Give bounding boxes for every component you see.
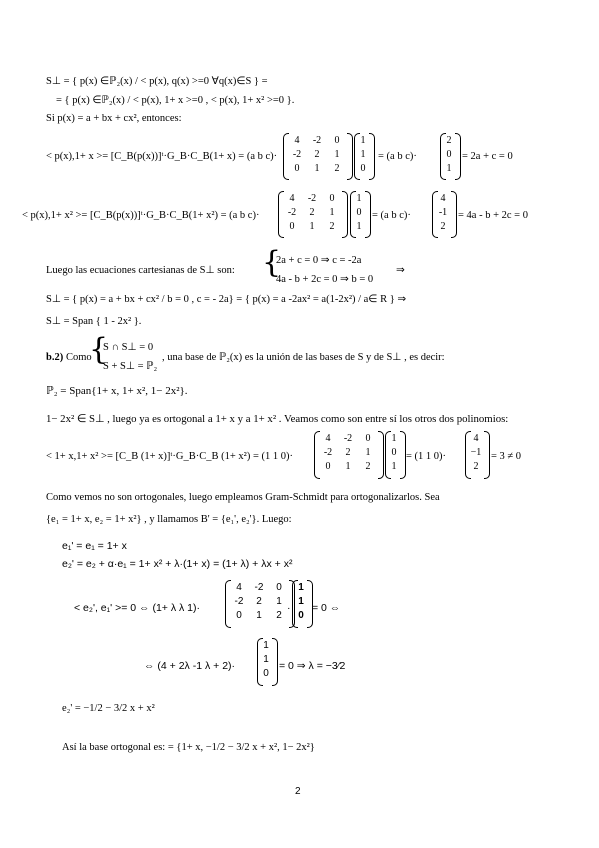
s-perp-definition-cont: = { p(x) ∈ℙ₂(x) / < p(x), 1+ x >=0 , < p(x), 1+ x² >=0 }.	[56, 95, 295, 106]
vector-1: 1 1 0	[360, 135, 366, 174]
gram-matrix-4: 4 -2 0 -2 2 1 0 1 2	[234, 582, 282, 621]
inner-product-2: < p(x),1+ x² >= [C_B(p(x))]ᵗ·G_B·C_B(1+ x²) = (a b c)·	[22, 210, 260, 221]
orthogonality-note: 1− 2x² ∈ S⊥ , luego ya es ortogonal a 1+ x y a 1+ x² . Veamos como son entre sí los otros dos polinomios:	[46, 413, 509, 425]
vector-5: 1 0 1	[391, 433, 397, 472]
lambda-equation: ⇔ (4 + 2λ -1 λ + 2)·	[144, 660, 236, 672]
vector-6: 4 −1 2	[470, 433, 482, 472]
vector-8: 1 1 0	[263, 640, 269, 679]
vector-7: 1 1 0	[298, 582, 304, 621]
s-perp-definition: S⊥ = { p(x) ∈ℙ₂(x) / < p(x), q(x) >=0 ∀q(x)∈S } =	[46, 76, 268, 87]
gram-matrix-1: 4 -2 0 -2 2 1 0 1 2	[292, 135, 340, 174]
p-definition: Si p(x) = a + bx + cx², entonces:	[46, 113, 182, 124]
document-page: S⊥ = { p(x) ∈ℙ₂(x) / < p(x), q(x) >=0 ∀q(x)∈S } = = { p(x) ∈ℙ₂(x) / < p(x), 1+ x >=0 , < p(x), 1+ x² >=0 }. Si p(x) = a + bx + cx², entonces: < p(x),1+ x >= [C_B(p(x))]ᵗ·G_B·C_B(1+ x) = (a b c)· 4 -2 0 -2 2 1 0 1 2 1 1 0 = (a b c)· 2 0 1 = 2a + c = 0 < p(x),1+ x² >= [C_B(p(x))]ᵗ·G_B·C_B(1+ x²) = (a b c)· 4 -2 0 -2 2 1 0 1 2 1 0 1 = (a b c)· 4 -1 2 = 4a - b + 2c = 0 Luego las ecuaciones cartesianas de S⊥ son: { 2a + c = 0 ⇒ c = -2a 4a - b + 2c = 0 ⇒ b = 0 ⇒ S⊥ = { p(x) = a + bx + cx² / b = 0 , c = - 2a} = { p(x) = a -2ax² = a(1-2x²) / a∈ R } ⇒ S⊥ = Span { 1 - 2x² }. b.2) Como { S ∩ S⊥ = 0 S + S⊥ = ℙ₂ , una base de ℙ₂(x) es la unión de las bases de S y de S⊥ , es decir: ℙ₂ = Span{1+ x, 1+ x², 1− 2x²}. 1− 2x² ∈ S⊥ , luego ya es ortogonal a 1+ x y a 1+ x² . Veamos como son entre sí los otros dos polinomios: < 1+ x,1+ x² >= [C_B (1+ x)]ᵗ·G_B·C_B (1+ x²) = (1 1 0)· 4 -2 0 -2 2 1 0 1 2 1 0 1 = (1 1 0)· 4 −1 2 = 3 ≠ 0 Como vemos no son ortogonales, luego empleamos Gram-Schmidt para ortogonalizarlos. Sea {e₁ = 1+ x, e₂ = 1+ x²} , y llamamos B' = {e₁', e₂'}. Luego: e₁' = e₁ = 1+ x e₂' = e₂ + α·e₁ = 1+ x² + λ·(1+ x) = (1+ λ) + λx + x² < e₂', e₁' >= 0 ⇔ (1+ λ λ 1)· 4 -2 0 -2 2 1 0 1 2 · 1 1 0 = 0 ⇔ ⇔ (4 + 2λ -1 λ + 2)· 1 1 0 = 0 ⇒ λ = −3⁄2 e₂' = −1/2 − 3/2 x + x² Así la base ortogonal es: = {1+ x, −1/2 − 3/2 x + x², 1− 2x²} 2	[22, 76, 528, 797]
cartesian-equations-label: Luego las ecuaciones cartesianas de S⊥ son:	[46, 265, 235, 276]
orthogonality-condition: < e₂', e₁' >= 0 ⇔ (1+ λ λ 1)·	[74, 602, 201, 614]
page-number: 2	[295, 786, 301, 797]
section-b2: b.2)	[46, 352, 64, 363]
e2-prime: e₂' = e₂ + α·e₁ = 1+ x² + λ·(1+ x) = (1+ λ) + λx + x²	[62, 558, 293, 570]
vector-2: 2 0 1	[446, 135, 452, 174]
vector-3: 1 0 1	[356, 193, 362, 232]
e2-prime-result: e₂' = −1/2 − 3/2 x + x²	[62, 703, 155, 714]
vector-4: 4 -1 2	[438, 193, 448, 232]
s-perp-set: S⊥ = { p(x) = a + bx + cx² / b = 0 , c = - 2a} = { p(x) = a -2ax² = a(1-2x²) / a∈ R } ⇒	[46, 294, 407, 305]
basis-definition: {e₁ = 1+ x, e₂ = 1+ x²} , y llamamos B' = {e₁', e₂'}. Luego:	[46, 514, 292, 525]
p2-span: ℙ₂ = Span{1+ x, 1+ x², 1− 2x²}.	[46, 385, 188, 397]
inner-product-1: < p(x),1+ x >= [C_B(p(x))]ᵗ·G_B·C_B(1+ x) = (a b c)·	[46, 151, 278, 162]
inner-product-3: < 1+ x,1+ x² >= [C_B (1+ x)]ᵗ·G_B·C_B (1+ x²) = (1 1 0)·	[46, 451, 293, 462]
s-perp-span: S⊥ = Span { 1 - 2x² }.	[46, 316, 142, 327]
gram-matrix-2: 4 -2 0 -2 2 1 0 1 2	[287, 193, 335, 232]
gram-schmidt-intro: Como vemos no son ortogonales, luego empleamos Gram-Schmidt para ortogonalizarlos. Sea	[46, 492, 440, 503]
gram-matrix-3: 4 -2 0 -2 2 1 0 1 2	[323, 433, 371, 472]
orthogonal-basis: Así la base ortogonal es: = {1+ x, −1/2 − 3/2 x + x², 1− 2x²}	[62, 742, 315, 753]
e1-prime: e₁' = e₁ = 1+ x	[62, 540, 127, 552]
